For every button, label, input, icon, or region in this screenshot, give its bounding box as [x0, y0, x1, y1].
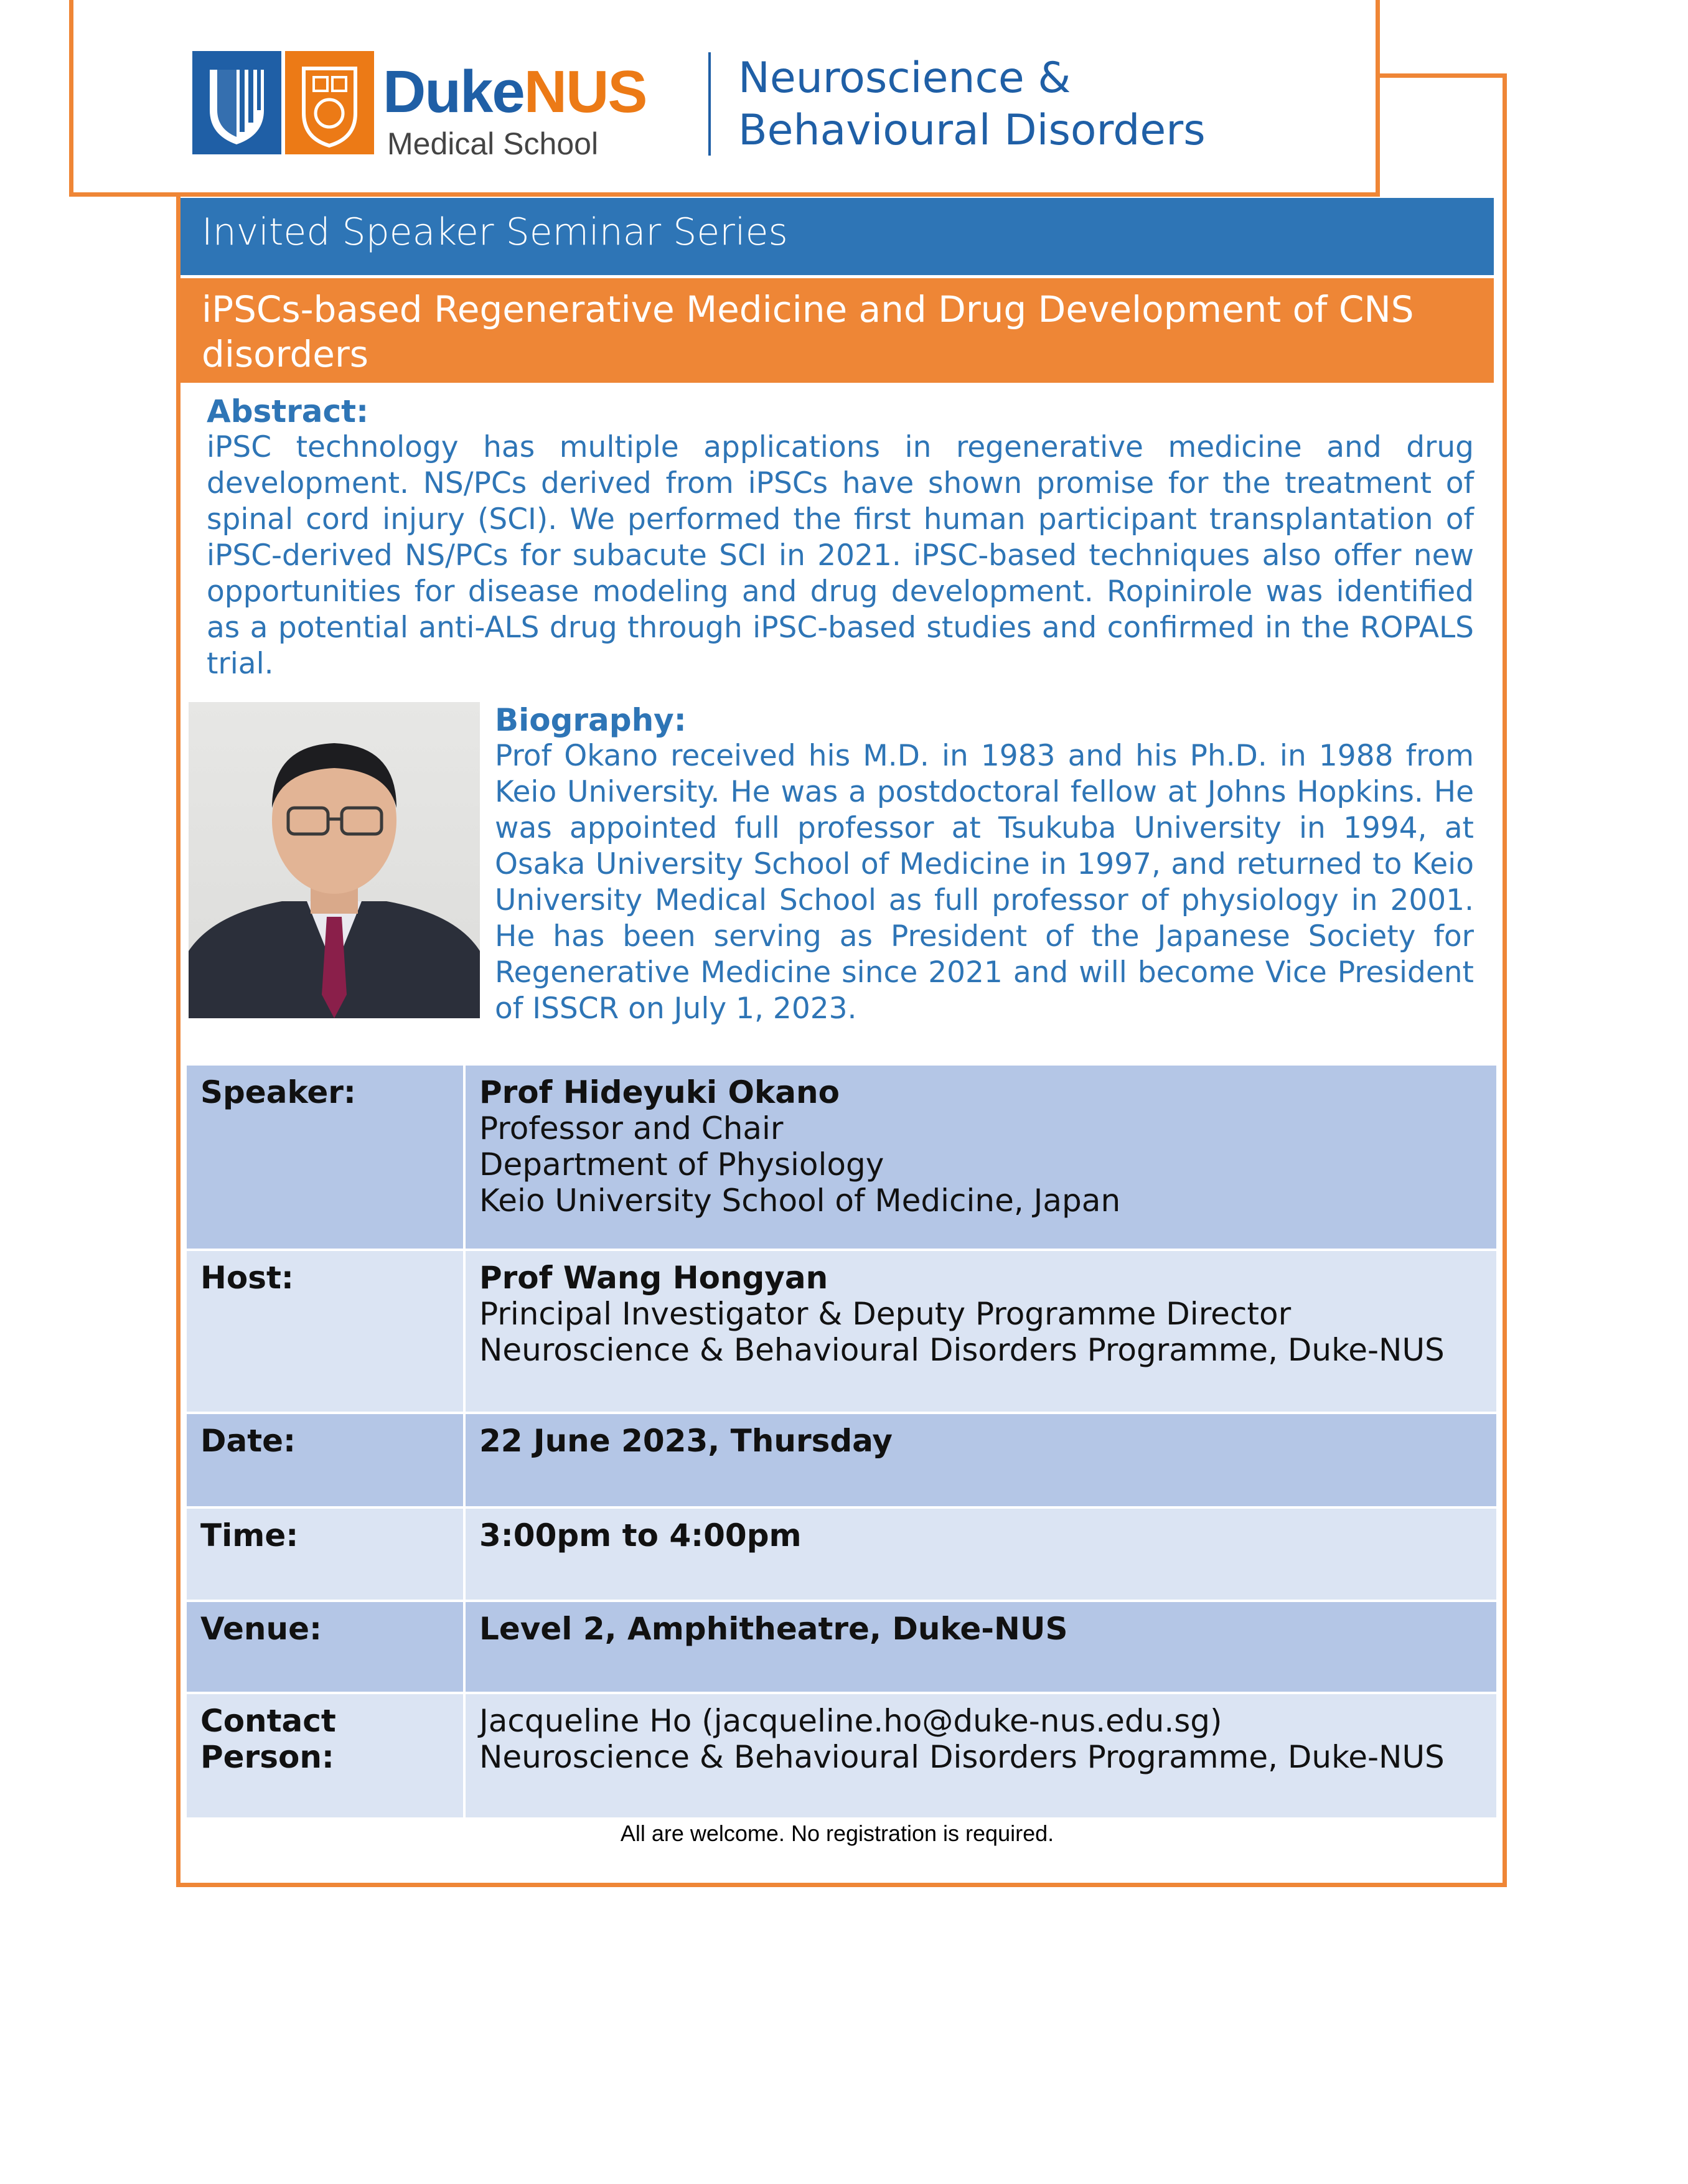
host-position: Principal Investigator & Deputy Programme Director [479, 1296, 1292, 1332]
venue-value: Level 2, Amphitheatre, Duke-NUS [466, 1602, 1499, 1694]
series-title-bar: Invited Speaker Seminar Series [181, 198, 1494, 275]
contact-label: Contact Person: [187, 1694, 466, 1820]
duke-shield-logo-icon [192, 51, 281, 154]
time-label: Time: [187, 1509, 466, 1602]
venue-label: Venue: [187, 1602, 466, 1694]
host-value [466, 1251, 1499, 1414]
abstract-heading: Abstract: [207, 393, 369, 429]
logo-subtitle: Medical School [387, 126, 599, 161]
logo-wordmark: DukeNUS [383, 59, 647, 125]
host-programme: Neuroscience & Behavioural Disorders Programme, Duke-NUS [479, 1332, 1445, 1368]
seminar-details-table [187, 1066, 1499, 1820]
speaker-value [466, 1066, 1499, 1251]
speaker-label: Speaker: [187, 1066, 466, 1251]
contact-name-email: Jacqueline Ho (jacqueline.ho@duke-nus.edu.sg) [479, 1703, 1222, 1739]
host-label: Host: [187, 1251, 466, 1414]
table-row-host [187, 1251, 1499, 1414]
speaker-photo [189, 702, 480, 1018]
host-name: Prof Wang Hongyan [479, 1260, 828, 1296]
table-row-date [187, 1414, 1499, 1509]
biography-text: Prof Okano received his M.D. in 1983 and his Ph.D. in 1988 from Keio University. He was a postdoctoral fellow at Johns Hopkins. He was appointed full professor at Tsukuba University in 1994, at Osaka University School of Medicine in 1997, and returned to Keio University Medical School as full professor of physiology in 2001. He has been serving as President of the Japanese Society for Regenerative Medicine since 2021 and will become Vice President of ISSCR on July 1, 2023. [495, 739, 1474, 1026]
header-divider [708, 52, 711, 156]
speaker-department: Department of Physiology [479, 1146, 884, 1183]
program-title: Neuroscience & Behavioural Disorders [738, 54, 1206, 155]
table-row-contact [187, 1694, 1499, 1820]
table-row-venue [187, 1602, 1499, 1694]
speaker-name: Prof Hideyuki Okano [479, 1074, 840, 1110]
abstract-text: iPSC technology has multiple applications in regenerative medicine and drug development. NS/PCs derived from iPSCs have shown promise for the treatment of spinal cord injury (SCI). We performed the first human participant transplantation of iPSC-derived NS/PCs for subacute SCI in 2021. iPSC-based techniques also offer new opportunities for disease modeling and drug development. Ropinirole was identified as a potential anti-ALS drug through iPSC-based studies and confirmed in the ROPALS trial. [207, 430, 1474, 681]
speaker-institution: Keio University School of Medicine, Japan [479, 1183, 1121, 1219]
table-row-speaker [187, 1066, 1499, 1251]
nus-crest-logo-icon [285, 51, 374, 154]
date-value: 22 June 2023, Thursday [466, 1414, 1499, 1509]
date-label: Date: [187, 1414, 466, 1509]
speaker-position: Professor and Chair [479, 1110, 784, 1146]
footer-note: All are welcome. No registration is required. [620, 1821, 1054, 1846]
contact-programme: Neuroscience & Behavioural Disorders Programme, Duke-NUS [479, 1739, 1445, 1775]
talk-title-bar: iPSCs-based Regenerative Medicine and Drug Development of CNS disorders [181, 278, 1494, 383]
biography-heading: Biography: [495, 702, 687, 738]
contact-value [466, 1694, 1499, 1820]
table-row-time [187, 1509, 1499, 1602]
time-value: 3:00pm to 4:00pm [466, 1509, 1499, 1602]
